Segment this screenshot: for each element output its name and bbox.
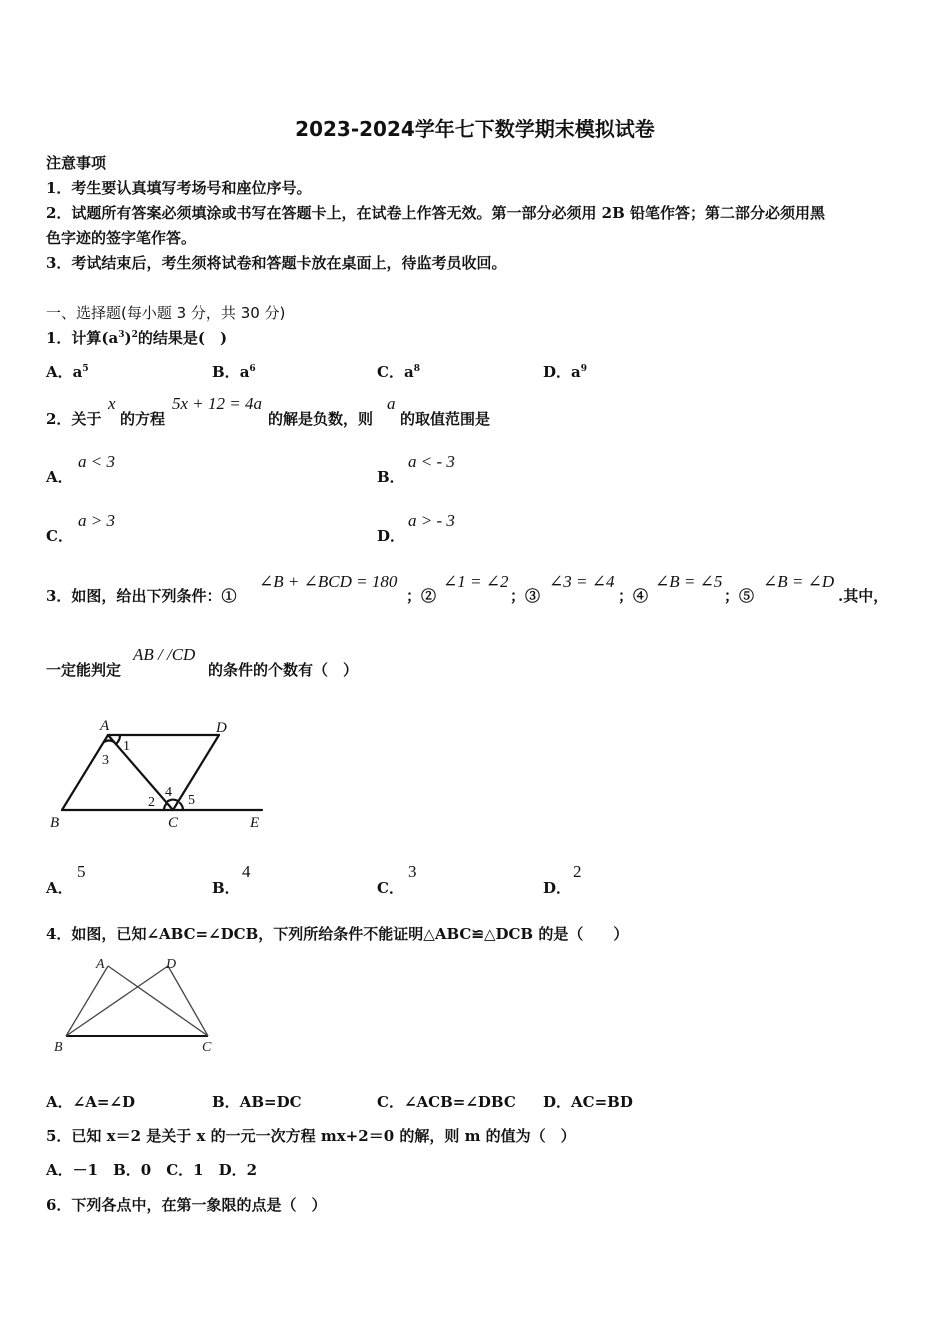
vertex-A-label: A <box>100 718 110 734</box>
vertex-E-label: E <box>250 815 260 831</box>
q3-parallel-condition: AB / /CD <box>133 645 196 664</box>
q4-option-a[interactable]: A．∠A=∠D <box>46 1093 135 1111</box>
angle-1-label: 1 <box>123 739 130 754</box>
angle-4-label: 4 <box>165 785 172 800</box>
q2-text-equation: 的方程 <box>120 410 166 428</box>
q3-option-d-value: 2 <box>573 862 582 881</box>
question-2-label: 2．关于 <box>46 410 102 428</box>
q2-option-b-math: a < - 3 <box>408 452 455 471</box>
q2-option-d-math: a > - 3 <box>408 511 455 530</box>
q3-option-b-value: 4 <box>242 862 251 881</box>
q4-vertex-A-label: A <box>96 957 105 972</box>
q3-option-c-label[interactable]: C． <box>377 879 404 897</box>
q2-option-d-label[interactable]: D． <box>377 527 406 545</box>
section-heading: 一、选择题(每小题 3 分，共 30 分) <box>46 304 286 322</box>
q3-condition-1: ∠B + ∠BCD = 180 <box>259 572 398 591</box>
q3-parallelogram-figure <box>44 712 274 834</box>
q3-option-d-label[interactable]: D． <box>543 879 572 897</box>
q3-condition-2: ∠1 = ∠2 <box>443 572 509 591</box>
q1-option-b[interactable]: B．$a^6$ <box>212 363 256 381</box>
question-3-label: 3．如图，给出下列条件：① <box>46 587 237 605</box>
q3-text-qizhong: .其中， <box>838 587 889 605</box>
q1-option-c[interactable]: C．$a^8$ <box>377 363 420 381</box>
notice-heading: 注意事项 <box>46 154 107 172</box>
q3-option-c-value: 3 <box>408 862 417 881</box>
q3-condition-3: ∠3 = ∠4 <box>549 572 615 591</box>
q2-option-b-label[interactable]: B． <box>377 468 405 486</box>
question-5-stem: 5．已知 x＝2 是关于 x 的一元一次方程 mx+2＝0 的解，则 m 的值为（ ） <box>46 1127 576 1145</box>
q3-sep-3: ；③ <box>510 587 541 605</box>
q2-var-a: a <box>387 394 396 413</box>
q4-option-d[interactable]: D．AC=BD <box>543 1093 633 1111</box>
q3-option-a-label[interactable]: A． <box>46 879 73 897</box>
q2-option-a-label[interactable]: A． <box>46 468 73 486</box>
q2-option-c-label[interactable]: C． <box>46 527 73 545</box>
angle-3-label: 3 <box>102 753 109 768</box>
q3-option-a-value: 5 <box>77 862 86 881</box>
notice-item-2-cont: 色字迹的签字笔作答。 <box>46 229 197 247</box>
notice-item-3: 3．考试结束后，考生须将试卷和答题卡放在桌面上，待监考员收回。 <box>46 254 507 272</box>
q1-option-d[interactable]: D．$a^9$ <box>543 363 588 381</box>
q3-sep-4: ；④ <box>618 587 649 605</box>
q4-option-b[interactable]: B．AB=DC <box>212 1093 302 1111</box>
q2-var-x: x <box>108 394 116 413</box>
angle-5-label: 5 <box>188 793 195 808</box>
q2-option-a-math: a < 3 <box>78 452 115 471</box>
q2-text-negative: 的解是负数，则 <box>268 410 374 428</box>
q3-condition-5: ∠B = ∠D <box>763 572 835 591</box>
q4-vertex-D-label: D <box>166 957 177 972</box>
q4-triangles-figure <box>48 952 228 1056</box>
q3-sep-5: ；⑤ <box>724 587 755 605</box>
q2-equation: 5x + 12 = 4a <box>172 394 262 413</box>
question-6-stem: 6．下列各点中，在第一象限的点是（ ） <box>46 1196 327 1214</box>
angle-2-label: 2 <box>148 795 155 810</box>
q3-line2-start: 一定能判定 <box>46 661 122 679</box>
q4-option-c[interactable]: C．∠ACB=∠DBC <box>377 1093 516 1111</box>
notice-item-2: 2．试题所有答案必须填涂或书写在答题卡上，在试卷上作答无效。第一部分必须用 2B 铅笔作答；第二部分必须用黑 <box>46 204 826 222</box>
q4-vertex-C-label: C <box>202 1040 212 1055</box>
q3-condition-4: ∠B = ∠5 <box>655 572 723 591</box>
q2-option-c-math: a > 3 <box>78 511 115 530</box>
vertex-C-label: C <box>168 815 179 831</box>
notice-item-1: 1．考生要认真填写考场号和座位序号。 <box>46 179 312 197</box>
q1-option-a[interactable]: A．$a^5$ <box>46 363 89 381</box>
q3-sep-2: ；② <box>406 587 437 605</box>
q2-text-range: 的取值范围是 <box>400 410 491 428</box>
q3-line2-end: 的条件的个数有（ ） <box>208 661 359 679</box>
vertex-D-label: D <box>216 720 227 736</box>
question-4-stem: 4．如图，已知∠ABC=∠DCB，下列所给条件不能证明△ABC≌△DCB 的是（ ） <box>46 925 629 943</box>
q4-vertex-B-label: B <box>54 1040 63 1055</box>
vertex-B-label: B <box>50 815 60 831</box>
page-title: 2023-2024学年七下数学期末模拟试卷 <box>295 117 655 141</box>
q5-options[interactable]: A．－1 B．0 C．1 D．2 <box>46 1161 258 1179</box>
question-1-stem: 1．计算$(a^3)^2$的结果是( ) <box>46 329 228 347</box>
q3-option-b-label[interactable]: B． <box>212 879 240 897</box>
